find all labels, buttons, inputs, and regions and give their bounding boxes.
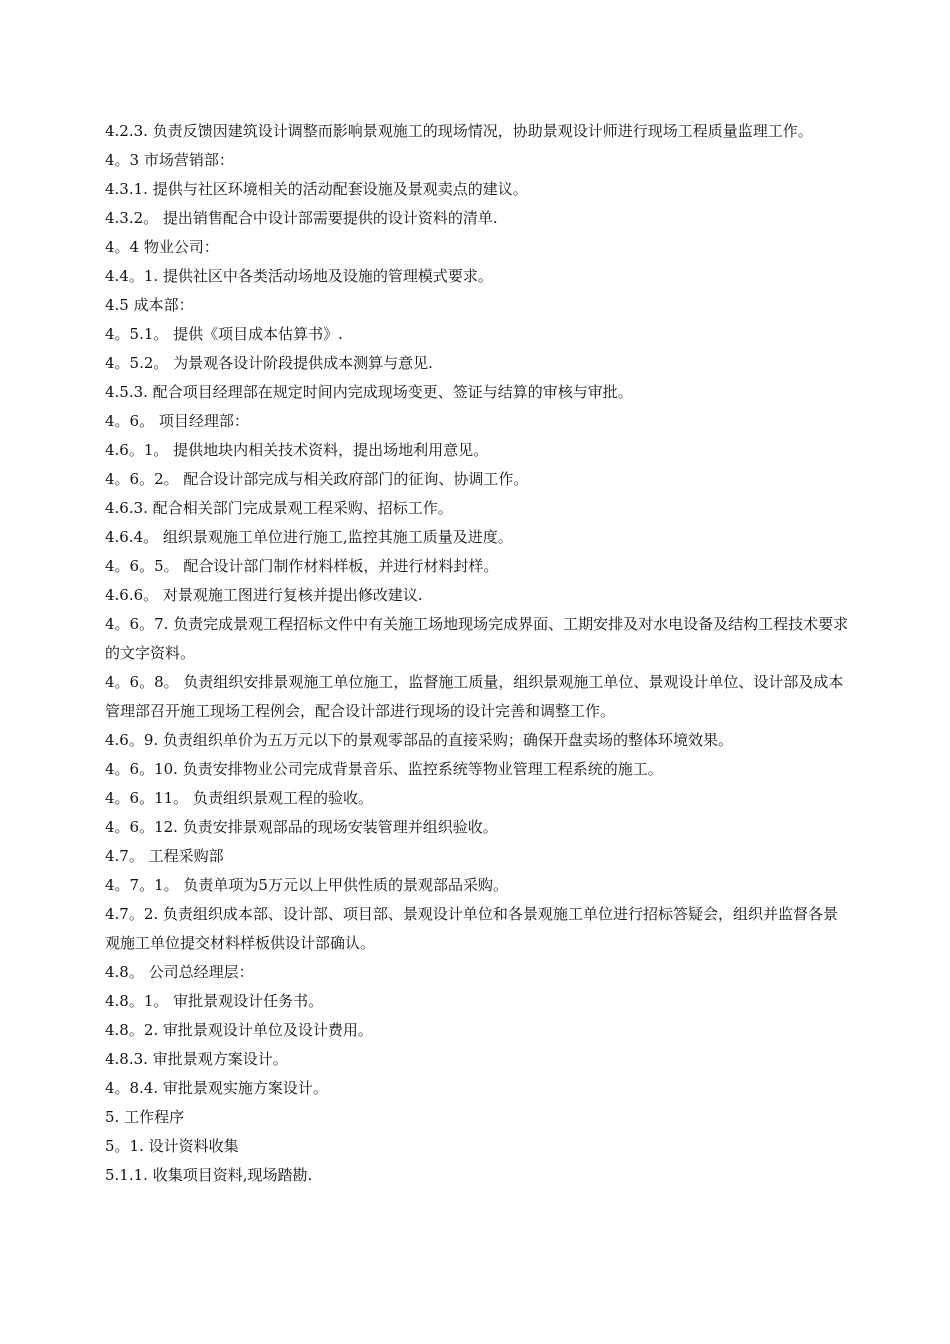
heading-5-procedure: 5. 工作程序 bbox=[105, 1108, 185, 1126]
heading-4-5-cost: 4.5 成本部： bbox=[105, 296, 194, 314]
heading-4-6-project: 4。6。 项目经理部： bbox=[105, 412, 249, 430]
paragraph-5-1-1: 5.1.1. 收集项目资料,现场踏勘. bbox=[105, 1166, 313, 1184]
paragraph-4-5-3: 4.5.3. 配合项目经理部在规定时间内完成现场变更、签证与结算的审核与审批。 bbox=[105, 383, 633, 401]
paragraph-4-3-2: 4.3.2。 提出销售配合中设计部需要提供的设计资料的清单. bbox=[105, 209, 498, 227]
paragraph-4-6-3: 4.6.3. 配合相关部门完成景观工程采购、招标工作。 bbox=[105, 499, 453, 517]
paragraph-4-7-1: 4。7。1。 负责单项为5万元以上甲供性质的景观部品采购。 bbox=[105, 876, 508, 894]
paragraph-4-6-2: 4。6。2。 配合设计部完成与相关政府部门的征询、协调工作。 bbox=[105, 470, 529, 488]
paragraph-4-5-1: 4。5.1。 提供《项目成本估算书》. bbox=[105, 325, 343, 343]
paragraph-4-6-10: 4。6。10. 负责安排物业公司完成背景音乐、监控系统等物业管理工程系统的施工。 bbox=[105, 760, 663, 778]
heading-5-1-collection: 5。1. 设计资料收集 bbox=[105, 1137, 239, 1155]
heading-4-4-property: 4。4 物业公司： bbox=[105, 238, 219, 256]
paragraph-4-8-3: 4.8.3. 审批景观方案设计。 bbox=[105, 1050, 288, 1068]
heading-4-8-management: 4.8。 公司总经理层： bbox=[105, 963, 254, 981]
paragraph-4-7-2: 4.7。2. 负责组织成本部、设计部、项目部、景观设计单位和各景观施工单位进行招标答疑会，组织并监督各景观施工单位提交材料样板供设计部确认。 bbox=[105, 905, 838, 952]
paragraph-4-8-2: 4.8。2. 审批景观设计单位及设计费用。 bbox=[105, 1021, 373, 1039]
paragraph-4-6-9: 4.6。9. 负责组织单价为五万元以下的景观零部品的直接采购；确保开盘卖场的整体环境效果。 bbox=[105, 731, 733, 749]
heading-4-3-marketing: 4。3 市场营销部： bbox=[105, 151, 234, 169]
paragraph-4-8-4: 4。8.4. 审批景观实施方案设计。 bbox=[105, 1079, 328, 1097]
paragraph-4-8-1: 4.8。1。 审批景观设计任务书。 bbox=[105, 992, 324, 1010]
heading-4-7-procurement: 4.7。 工程采购部 bbox=[105, 847, 224, 865]
paragraph-4-6-1: 4.6。1。 提供地块内相关技术资料，提出场地利用意见。 bbox=[105, 441, 489, 459]
paragraph-4-6-12: 4。6。12. 负责安排景观部品的现场安装管理并组织验收。 bbox=[105, 818, 498, 836]
paragraph-4-6-6: 4.6.6。 对景观施工图进行复核并提出修改建议. bbox=[105, 586, 423, 604]
paragraph-4-6-4: 4.6.4。 组织景观施工单位进行施工,监控其施工质量及进度。 bbox=[105, 528, 513, 546]
paragraph-4-6-11: 4。6。11。 负责组织景观工程的验收。 bbox=[105, 789, 373, 807]
paragraph-4-2-3: 4.2.3. 负责反馈因建筑设计调整而影响景观施工的现场情况，协助景观设计师进行现场工程质量监理工作。 bbox=[105, 122, 813, 140]
paragraph-4-6-5: 4。6。5。 配合设计部门制作材料样板，并进行材料封样。 bbox=[105, 557, 499, 575]
paragraph-4-6-8: 4。6。8。 负责组织安排景观施工单位施工，监督施工质量，组织景观施工单位、景观设计单位、设计部及成本管理部召开施工现场工程例会，配合设计部进行现场的设计完善和调整工作。 bbox=[105, 673, 844, 720]
paragraph-4-3-1: 4.3.1. 提供与社区环境相关的活动配套设施及景观卖点的建议。 bbox=[105, 180, 528, 198]
paragraph-4-6-7: 4。6。7. 负责完成景观工程招标文件中有关施工场地现场完成界面、工期安排及对水电设备及结构工程技术要求的文字资料。 bbox=[105, 615, 849, 662]
document-body bbox=[105, 117, 850, 1190]
paragraph-4-5-2: 4。5.2。 为景观各设计阶段提供成本测算与意见. bbox=[105, 354, 433, 372]
paragraph-4-4-1: 4.4。1. 提供社区中各类活动场地及设施的管理模式要求。 bbox=[105, 267, 493, 285]
